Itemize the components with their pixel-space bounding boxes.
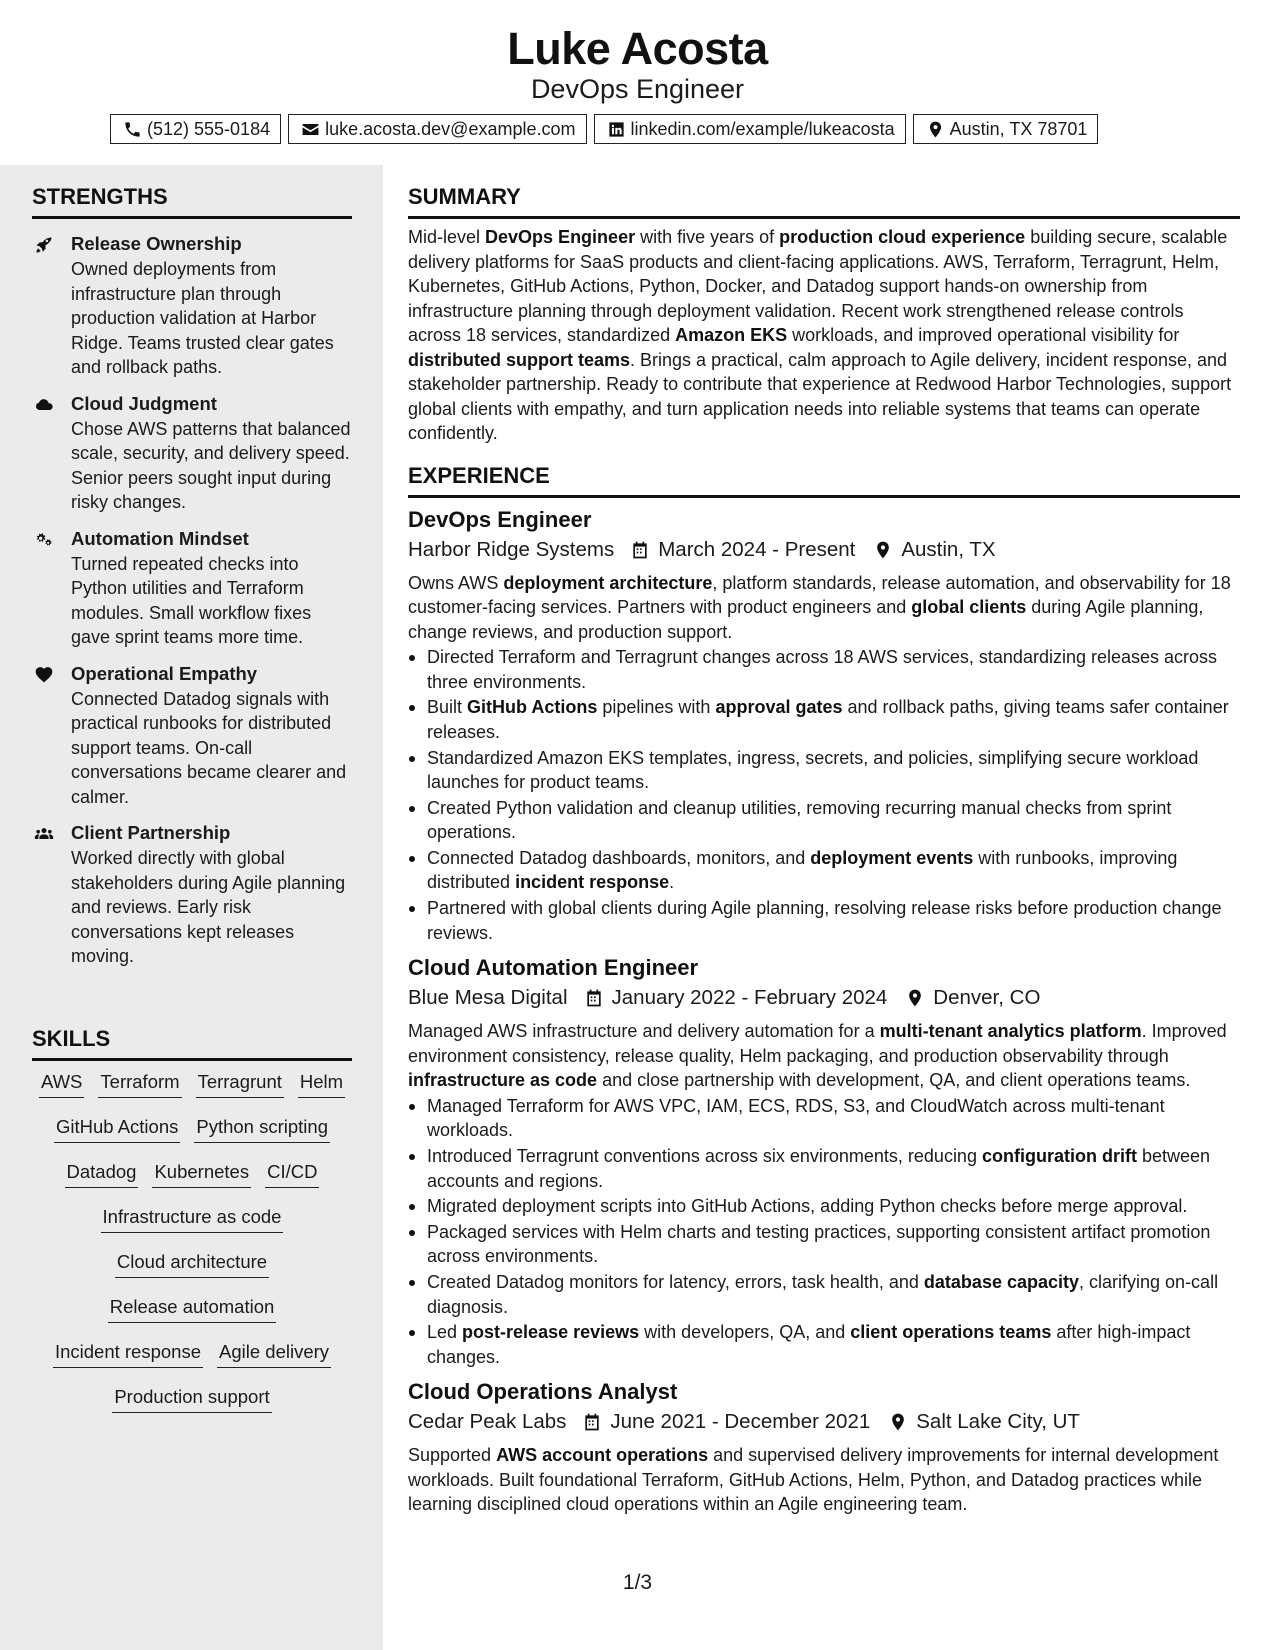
contact-linkedin[interactable] [594, 114, 906, 144]
resume-header [0, 0, 1275, 165]
skill-tag: Python scripting [194, 1115, 330, 1143]
bold-phrase: multi-tenant analytics platform [879, 1021, 1142, 1042]
bold-phrase: client operations teams [850, 1322, 1052, 1343]
candidate-name: Luke Acosta [507, 23, 768, 74]
job-entry [408, 506, 1240, 946]
bold-phrase: incident response [515, 872, 670, 893]
job-meta [408, 1408, 1240, 1436]
job-meta [408, 984, 1240, 1012]
calendar-icon [584, 988, 604, 1008]
strength-title: Client Partnership [71, 822, 231, 843]
bullet-item: Connected Datadog dashboards, monitors, and deployment events with runbooks, improving distributed incident response. [408, 846, 1240, 895]
bullet-item: Built GitHub Actions pipelines with approval gates and rollback paths, giving teams safer container releases. [408, 695, 1240, 744]
location-text: Austin, TX 78701 [949, 118, 1088, 139]
email-text: luke.acosta.dev@example.com [325, 118, 576, 139]
bullet-item: Packaged services with Helm charts and testing practices, supporting consistent artifact promotion across environments. [408, 1220, 1240, 1269]
job-company: Blue Mesa Digital [408, 986, 568, 1010]
strength-title: Release Ownership [71, 233, 242, 254]
bold-phrase: configuration drift [981, 1146, 1137, 1166]
bullet-item: Directed Terraform and Terragrunt changes across 18 AWS services, standardizing releases across three environments. [408, 645, 1240, 694]
job-bullets [408, 645, 1240, 945]
contact-email[interactable] [288, 114, 586, 144]
job-dates: March 2024 - Present [658, 537, 856, 561]
job-description: Supported AWS account operations and supervised delivery improvements for internal development workloads. Built foundational Terraform, GitHub Actions, Helm, Python, and Datadog practices while learning disciplined cloud operations within an Agile engineering team. [408, 1445, 1219, 1515]
job-company: Harbor Ridge Systems [408, 537, 615, 561]
envelope-icon [301, 120, 320, 139]
skills-heading: SKILLS [32, 1025, 352, 1061]
sidebar [0, 165, 383, 1650]
skill-row [32, 1205, 352, 1250]
strength-title: Operational Empathy [71, 662, 258, 684]
skill-tag: GitHub Actions [54, 1115, 180, 1143]
skill-tag: Release automation [108, 1295, 277, 1323]
bold-phrase: deployment events [810, 847, 974, 868]
skill-row [32, 1340, 352, 1385]
contact-phone[interactable] [110, 114, 281, 144]
rocket-icon [32, 235, 56, 255]
job-entry [408, 954, 1240, 1369]
skill-row [32, 1070, 352, 1115]
calendar-icon [582, 1412, 602, 1432]
job-location: Salt Lake City, UT [916, 1410, 1080, 1434]
bold-phrase: approval gates [715, 697, 843, 718]
job-description: Owns AWS deployment architecture, platform standards, release automation, and observability for 18 customer-facing services. Partners with product engineers and global clients during Agile planning, change reviews, and production support. [408, 572, 1231, 642]
bold-phrase: deployment architecture [503, 572, 713, 593]
skill-tag: Infrastructure as code [101, 1205, 284, 1233]
users-icon [32, 824, 56, 844]
strength-item [32, 231, 352, 380]
bullet-item: Introduced Terragrunt conventions across six environments, reducing configuration drift between accounts and regions. [408, 1144, 1240, 1193]
skill-tag: Incident response [53, 1340, 203, 1368]
bold-phrase: AWS account operations [496, 1445, 709, 1466]
job-dates: January 2022 - February 2024 [611, 986, 888, 1010]
bullet-item: Managed Terraform for AWS VPC, IAM, ECS, RDS, S3, and CloudWatch across multi-tenant workloads. [408, 1094, 1240, 1143]
strength-description: Worked directly with global stakeholders during Agile planning and reviews. Early risk conversations kept releases moving. [71, 848, 346, 966]
job-dates: June 2021 - December 2021 [610, 1410, 871, 1434]
experience-heading: EXPERIENCE [408, 462, 1240, 498]
strength-item [32, 526, 352, 650]
skill-row [32, 1295, 352, 1340]
skill-tag: Production support [112, 1385, 271, 1413]
job-company: Cedar Peak Labs [408, 1410, 567, 1434]
skill-row [32, 1115, 352, 1160]
strength-item [32, 820, 352, 969]
job-meta [408, 536, 1240, 564]
skill-tag: AWS [39, 1070, 84, 1098]
summary-heading: SUMMARY [408, 183, 1240, 219]
main-column [408, 165, 1240, 1517]
summary-text: Mid-level DevOps Engineer with five years of production cloud experience building secure, scalable delivery platforms for SaaS products and client-facing applications. AWS, Terraform, Terragrunt, Helm, Kubernetes, GitHub Actions, Python, Docker, and Datadog support hands-on ownership from infrastructure planning through deployment validation. Recent work strengthened release controls across 18 services, standardized Amazon EKS workloads, and improved operational visibility for distributed support teams. Brings a practical, calm approach to Agile delivery, incident response, and stakeholder partnership. Ready to contribute that experience at Redwood Harbor Technologies, support global clients with empathy, and turn application needs into reliable systems that teams can operate confidently. [408, 227, 1232, 443]
strength-description: Turned repeated checks into Python utilities and Terraform modules. Small workflow fixes gave sprint teams more time. [71, 553, 312, 647]
skill-tag: Cloud architecture [115, 1250, 269, 1278]
strength-title: Cloud Judgment [71, 392, 217, 414]
bold-phrase: database capacity [923, 1272, 1080, 1293]
map-pin-icon [926, 120, 945, 139]
skill-tag: Helm [298, 1070, 345, 1098]
bullet-item: Created Python validation and cleanup utilities, removing recurring manual checks from sprint operations. [408, 796, 1240, 845]
skill-row [32, 1385, 352, 1430]
skill-row [32, 1250, 352, 1295]
linkedin-text: linkedin.com/example/lukeacosta [630, 118, 895, 139]
bold-phrase: GitHub Actions [467, 697, 598, 718]
bullet-item: Partnered with global clients during Agile planning, resolving release risks before production change reviews. [408, 896, 1240, 945]
job-location: Austin, TX [901, 537, 996, 561]
strength-item [32, 391, 352, 515]
job-title: Cloud Automation Engineer [408, 955, 699, 981]
bullet-item: Standardized Amazon EKS templates, ingress, secrets, and policies, simplifying secure workload launches for product teams. [408, 746, 1240, 795]
bold-phrase: post-release reviews [462, 1322, 640, 1343]
bold-phrase: DevOps Engineer [485, 227, 636, 247]
skill-tag: Kubernetes [152, 1160, 251, 1188]
job-description: Managed AWS infrastructure and delivery automation for a multi-tenant analytics platform. Improved environment consistency, release quality, Helm packaging, and production observability through infrastructure as code and close partnership with development, QA, and client operations teams. [408, 1021, 1227, 1091]
skills-list [32, 1070, 352, 1430]
bold-phrase: Amazon EKS [675, 325, 788, 345]
page-number: 1/3 [622, 1571, 653, 1594]
gears-icon [32, 530, 56, 550]
linkedin-icon [607, 120, 626, 139]
bold-phrase: distributed support teams [408, 349, 631, 370]
candidate-role: DevOps Engineer [530, 74, 745, 104]
bullet-item: Created Datadog monitors for latency, errors, task health, and database capacity, clarifying on-call diagnosis. [408, 1270, 1240, 1319]
job-entry [408, 1378, 1240, 1517]
skill-tag: CI/CD [265, 1160, 319, 1188]
bullet-item: Migrated deployment scripts into GitHub Actions, adding Python checks before merge approval. [408, 1194, 1240, 1219]
bullet-item: Led post-release reviews with developers, QA, and client operations teams after high-impact changes. [408, 1320, 1240, 1369]
job-title: DevOps Engineer [408, 506, 592, 532]
map-pin-icon [873, 540, 893, 560]
phone-text: (512) 555-0184 [147, 118, 271, 139]
heart-icon [32, 665, 56, 685]
strength-description: Connected Datadog signals with practical runbooks for distributed support teams. On-call conversations became clearer and calmer. [71, 688, 347, 807]
skills-section [32, 1025, 352, 1061]
map-pin-icon [888, 1412, 908, 1432]
skill-tag: Terraform [98, 1070, 181, 1098]
job-bullets [408, 1094, 1240, 1369]
skill-row [32, 1160, 352, 1205]
contact-location [913, 114, 1099, 144]
contact-bar [110, 114, 1105, 144]
strength-title: Automation Mindset [71, 527, 249, 549]
cloud-icon [32, 395, 56, 415]
strength-description: Chose AWS patterns that balanced scale, security, and delivery speed. Senior peers sought input during risky changes. [71, 418, 351, 512]
strength-description: Owned deployments from infrastructure plan through production validation at Harbor Ridge. Teams trusted clear gates and rollback paths. [71, 259, 334, 377]
bold-phrase: global clients [911, 597, 1027, 617]
bold-phrase: infrastructure as code [408, 1070, 598, 1091]
strength-item [32, 661, 352, 810]
job-location: Denver, CO [933, 986, 1041, 1010]
strengths-heading: STRENGTHS [32, 183, 352, 219]
calendar-icon [630, 540, 650, 560]
map-pin-icon [905, 988, 925, 1008]
bold-phrase: production cloud experience [779, 227, 1026, 247]
job-title: Cloud Operations Analyst [408, 1379, 678, 1405]
strengths-section [32, 183, 352, 969]
skill-tag: Terragrunt [196, 1070, 284, 1098]
phone-icon [123, 120, 142, 139]
skill-tag: Agile delivery [217, 1340, 331, 1368]
skill-tag: Datadog [65, 1160, 139, 1188]
